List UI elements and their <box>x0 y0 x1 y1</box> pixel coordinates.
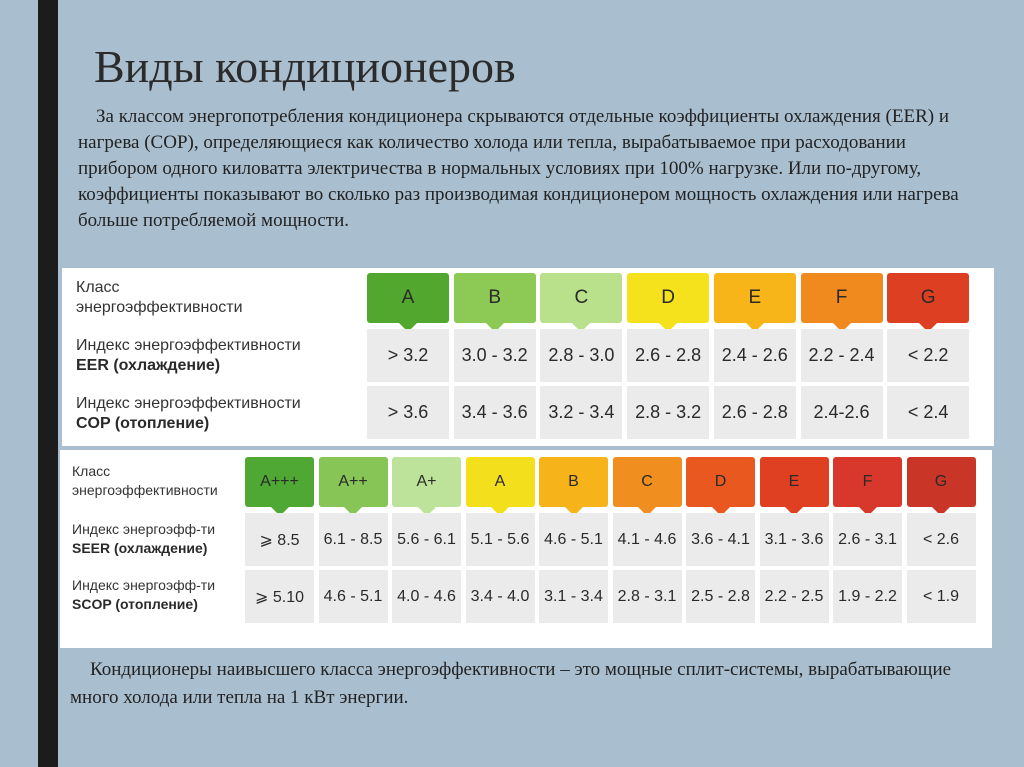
class-badge: E <box>714 273 796 323</box>
value-cell: 2.6 - 3.1 <box>833 513 902 566</box>
value-cell: 4.6 - 5.1 <box>539 513 608 566</box>
value-cell: 2.5 - 2.8 <box>686 570 755 623</box>
intro-paragraph: За классом энергопотребления кондиционера скрываются отдельные коэффициенты охлаждения (EER) и нагрева (COP), определяющиеся как количество холода или тепла, вырабатываемое при расходовании прибором одного киловатта электричества в нормальных условиях при 100% нагрузке. Или по-другому, коэффициенты показывают во сколько раз производимая кондиционером мощность охлаждения или нагрева больше потребляемой мощности. <box>78 106 959 231</box>
class-badge: C <box>540 273 622 323</box>
class-badge: F <box>801 273 883 323</box>
value-cell: > 3.6 <box>367 386 449 439</box>
value-cell: 2.4 - 2.6 <box>714 329 796 382</box>
value-cell: > 3.2 <box>367 329 449 382</box>
class-badge: B <box>454 273 536 323</box>
value-cell: ⩾ 8.5 <box>245 513 314 566</box>
value-cell: 3.4 - 4.0 <box>466 570 535 623</box>
class-badge: A+++ <box>245 457 314 507</box>
value-cell: < 2.2 <box>887 329 969 382</box>
class-badge: D <box>686 457 755 507</box>
page-title: Виды кондиционеров <box>94 41 516 92</box>
left-accent-bar <box>38 0 58 767</box>
class-badge: F <box>833 457 902 507</box>
value-cell: 3.2 - 3.4 <box>540 386 622 439</box>
class-badge: C <box>613 457 682 507</box>
value-cell: < 2.4 <box>887 386 969 439</box>
energy-class-table-eer-cop <box>62 268 994 446</box>
value-cell: 4.0 - 4.6 <box>392 570 461 623</box>
class-badge: A <box>466 457 535 507</box>
row-label-heating: Индекс энергоэфф-ти SCOP (отопление) <box>72 577 216 612</box>
value-cell: 2.4-2.6 <box>801 386 883 439</box>
value-cell: 2.6 - 2.8 <box>714 386 796 439</box>
value-cell: 2.2 - 2.4 <box>801 329 883 382</box>
value-cell: 3.0 - 3.2 <box>454 329 536 382</box>
value-cell: 2.8 - 3.1 <box>613 570 682 623</box>
value-cell: 3.1 - 3.6 <box>760 513 829 566</box>
value-cell: < 1.9 <box>907 570 976 623</box>
value-cell: 5.1 - 5.6 <box>466 513 535 566</box>
class-badge: B <box>539 457 608 507</box>
class-badge: A <box>367 273 449 323</box>
row-label-cooling: Индекс энергоэфф-ти SEER (охлаждение) <box>72 521 216 556</box>
value-cell: < 2.6 <box>907 513 976 566</box>
value-cell: 2.8 - 3.0 <box>540 329 622 382</box>
class-badge: A++ <box>319 457 388 507</box>
value-cell: 5.6 - 6.1 <box>392 513 461 566</box>
value-cell: 2.2 - 2.5 <box>760 570 829 623</box>
value-cell: 3.6 - 4.1 <box>686 513 755 566</box>
class-badge: D <box>627 273 709 323</box>
row-label-heating: Индекс энергоэффективности COP (отопление) <box>76 395 301 432</box>
class-badge: G <box>907 457 976 507</box>
value-cell: 4.6 - 5.1 <box>319 570 388 623</box>
value-cell: 4.1 - 4.6 <box>613 513 682 566</box>
value-cell: 2.6 - 2.8 <box>627 329 709 382</box>
value-cell: 1.9 - 2.2 <box>833 570 902 623</box>
energy-class-table-seer-scop <box>60 450 992 648</box>
value-cell: 3.1 - 3.4 <box>539 570 608 623</box>
row-label-class: Класс энергоэффективности <box>72 463 218 498</box>
value-cell: 2.8 - 3.2 <box>627 386 709 439</box>
footer-paragraph: Кондиционеры наивысшего класса энергоэффективности – это мощные сплит-системы, вырабатывающие много холода или тепла на 1 кВт энергии. <box>70 659 952 708</box>
value-cell: 6.1 - 8.5 <box>319 513 388 566</box>
class-badge: E <box>760 457 829 507</box>
value-cell: 3.4 - 3.6 <box>454 386 536 439</box>
row-label-cooling: Индекс энергоэффективности EER (охлаждение) <box>76 337 301 374</box>
class-badge: G <box>887 273 969 323</box>
class-badge: A+ <box>392 457 461 507</box>
value-cell: ⩾ 5.10 <box>245 570 314 623</box>
row-label-class: Класс энергоэффективности <box>76 279 243 316</box>
